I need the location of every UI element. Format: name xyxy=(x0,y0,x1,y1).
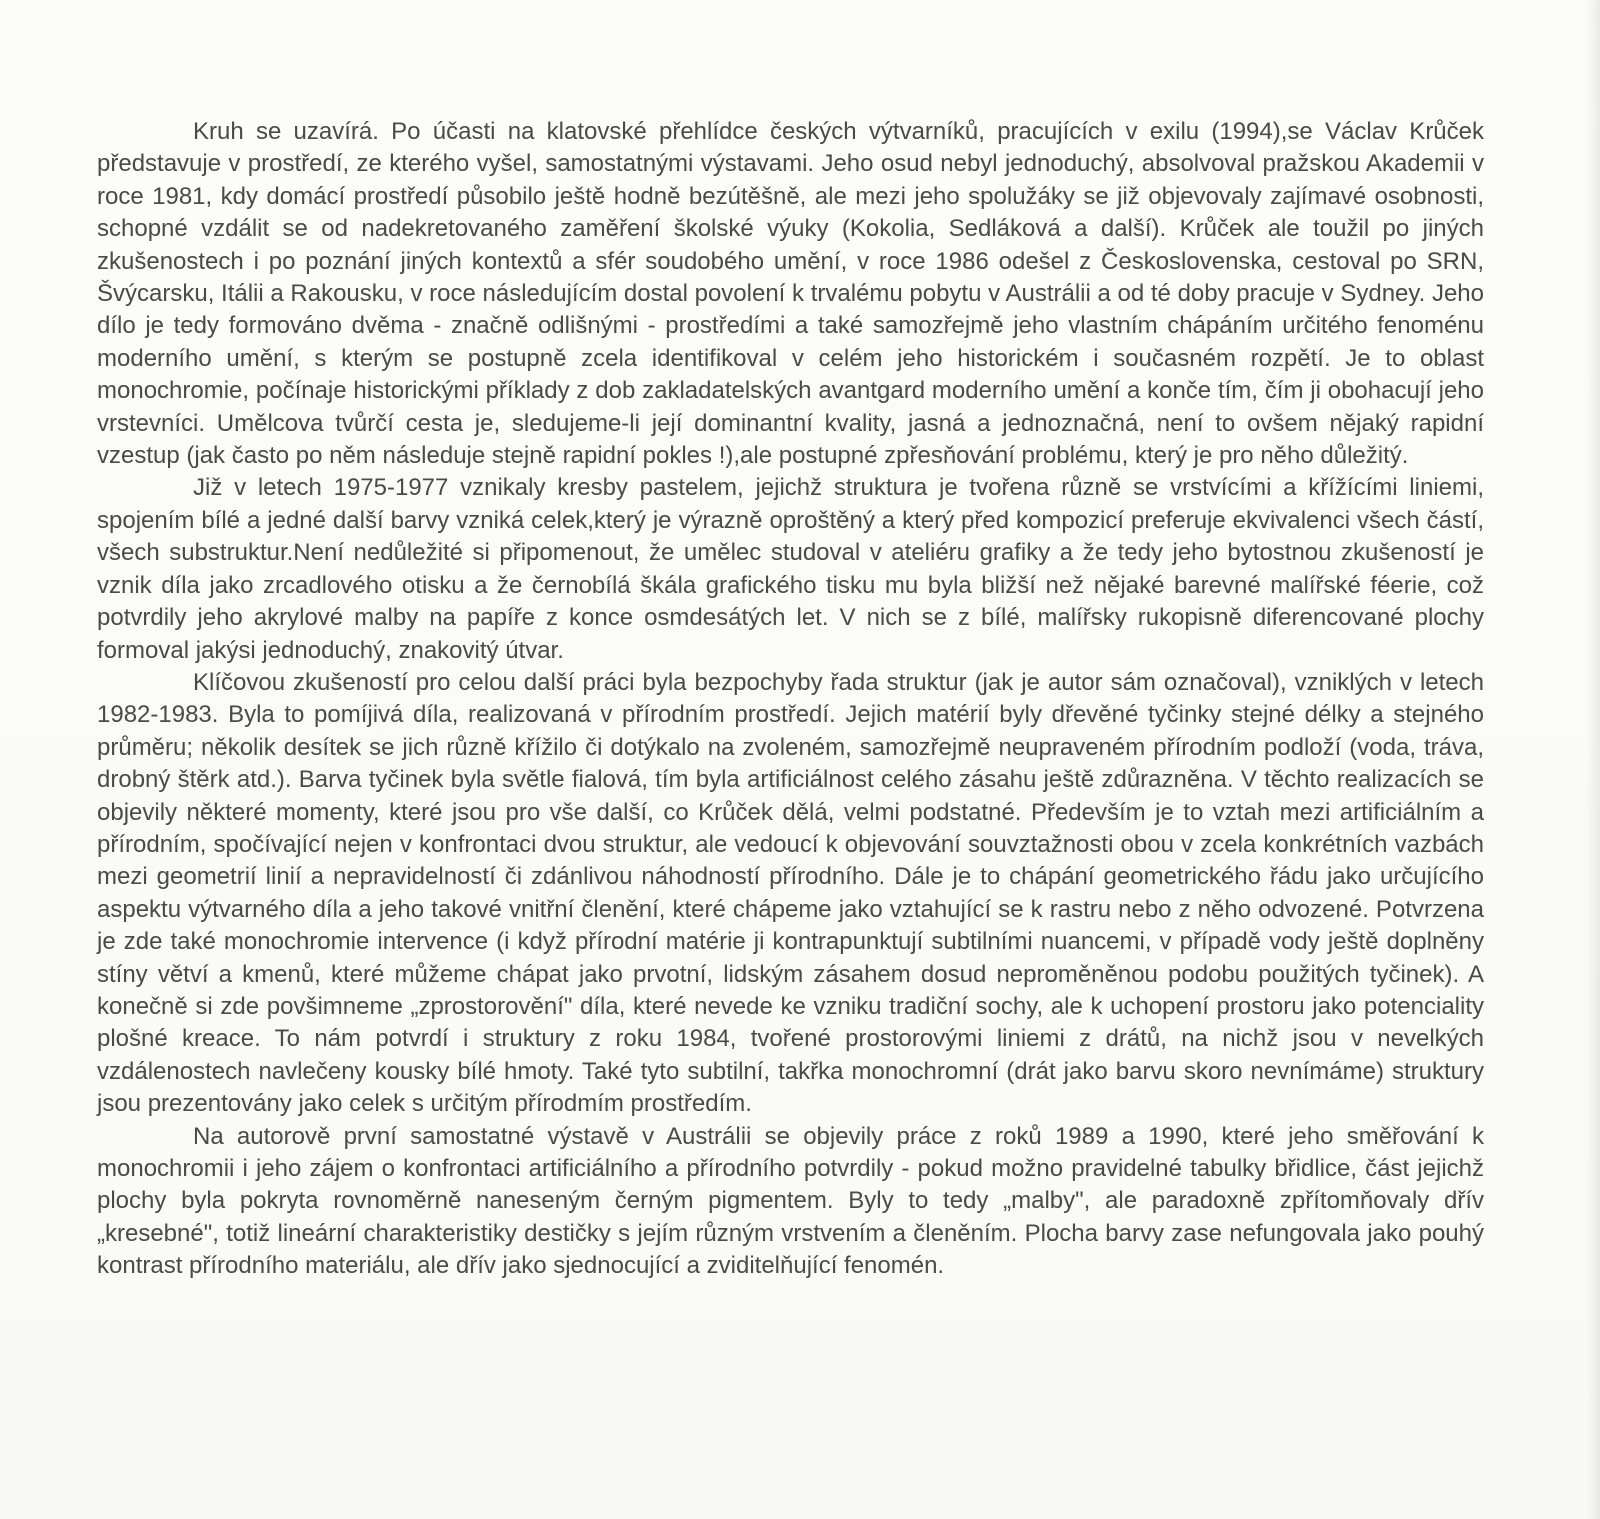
page-edge-shadow xyxy=(1586,0,1600,1519)
paragraph-2: Již v letech 1975-1977 vznikaly kresby pastelem, jejichž struktura je tvořena různě se vrstvícími a křížícími liniemi, spojením bílé a jedné další barvy vzniká celek,který je výrazně oproštěný a který před kompozicí preferuje ekvivalenci všech částí, všech substruktur.Není nedůležité si připomenout, že umělec studoval v ateliéru grafiky a že tedy jeho bytostnou zkušeností je vznik díla jako zrcadlového otisku a že černobílá škála grafického tisku mu byla bližší než nějaké barevné malířské féerie, což potvrdily jeho akrylové malby na papíře z konce osmdesátých let. V nich se z bílé, malířsky rukopisně diferencované plochy formoval jakýsi jednoduchý, znakovitý útvar. xyxy=(97,474,1484,664)
paragraph-1: Kruh se uzavírá. Po účasti na klatovské přehlídce českých výtvarníků, pracujících v exilu (1994),se Václav Krůček představuje v prostředí, ze kterého vyšel, samostatnými výstavami. Jeho osud nebyl jednoduchý, absolvoval pražskou Akademii v roce 1981, kdy domácí prostředí působilo ještě hodně bezútěšně, ale mezi jeho spolužáky se již objevovaly zajímavé osobnosti, schopné vzdálit se od nadekretovaného zaměření školské výuky (Kokolia, Sedláková a další). Krůček ale toužil po jiných zkušenostech i po poznání jiných kontextů a sfér soudobého umění, v roce 1986 odešel z Československa, cestoval po SRN, Švýcarsku, Itálii a Rakousku, v roce následujícím dostal povolení k trvalému pobytu v Austrálii a od té doby pracuje v Sydney. Jeho dílo je tedy formováno dvěma - značně odlišnými - prostředími a také samozřejmě jeho vlastním chápáním určitého fenoménu moderního umění, s kterým se postupně zcela identifikoval v celém jeho historickém i současném rozpětí. Je to oblast monochromie, počínaje historickými příklady z dob zakladatelských avantgard moderního umění a konče tím, čím ji obohacují jeho vrstevníci. Umělcova tvůrčí cesta je, sledujeme-li její dominantní kvality, jasná a jednoznačná, není to ovšem nějaký rapidní vzestup (jak často po něm následuje stejně rapidní pokles !),ale postupné zpřesňování problému, který je pro něho důležitý. xyxy=(97,118,1484,470)
document-body xyxy=(97,116,1484,1283)
paragraph-3: Klíčovou zkušeností pro celou další práci byla bezpochyby řada struktur (jak je autor sám označoval), vzniklých v letech 1982-1983. Byla to pomíjivá díla, realizovaná v přírodním prostředí. Jejich matérií byly dřevěné tyčinky stejné délky a stejného průměru; několik desítek se jich různě křížilo či dotýkalo na zvoleném, samozřejmě neupraveném přírodním podloží (voda, tráva, drobný štěrk atd.). Barva tyčinek byla světle fialová, tím byla artificiálnost celého zásahu ještě zdůrazněna. V těchto realizacích se objevily některé momenty, které jsou pro vše další, co Krůček dělá, velmi podstatné. Především je to vztah mezi artificiálním a přírodním, spočívající nejen v konfrontaci dvou struktur, ale vedoucí k objevování souvztažnosti obou v zcela konkrétních vazbách mezi geometrií linií a nepravidelností či zdánlivou náhodností přírodního. Dále je to chápání geometrického řádu jako určujícího aspektu výtvarného díla a jeho takové vnitřní členění, které chápeme jako vztahující se k rastru nebo z něho odvozené. Potvrzena je zde také monochromie intervence (i když přírodní matérie ji kontrapunktují subtilními nuancemi, v případě vody ještě doplněny stíny větví a kmenů, které můžeme chápat jako prvotní, lidským zásahem dosud neproměněnou podobu použitých tyčinek). A konečně si zde povšimneme „zprostorovění" díla, které nevede ke vzniku tradiční sochy, ale k uchopení prostoru jako potenciality plošné kreace. To nám potvrdí i struktury z roku 1984, tvořené prostorovými liniemi z drátů, na nichž jsou v nevelkých vzdálenostech navlečeny kousky bílé hmoty. Také tyto subtilní, takřka monochromní (drát jako barvu skoro nevnímáme) struktury jsou prezentovány jako celek s určitým přírodmím prostředím. xyxy=(97,668,1484,1118)
paragraph-4: Na autorově první samostatné výstavě v Austrálii se objevily práce z roků 1989 a 1990, které jeho směřování k monochromii i jeho zájem o konfrontaci artificiálního a přírodního potvrdily - pokud možno pravidelné tabulky břidlice, část jejichž plochy byla pokryta rovnoměrně naneseným černým pigmentem. Byly to tedy „malby", ale paradoxně zpřítomňovaly dřív „kresebné", totiž lineární charakteristiky destičky s jejím různým vrstvením a členěním. Plocha barvy zase nefungovala jako pouhý kontrast přírodního materiálu, ale dřív jako sjednocující a zviditelňující fenomén. xyxy=(97,1122,1484,1280)
